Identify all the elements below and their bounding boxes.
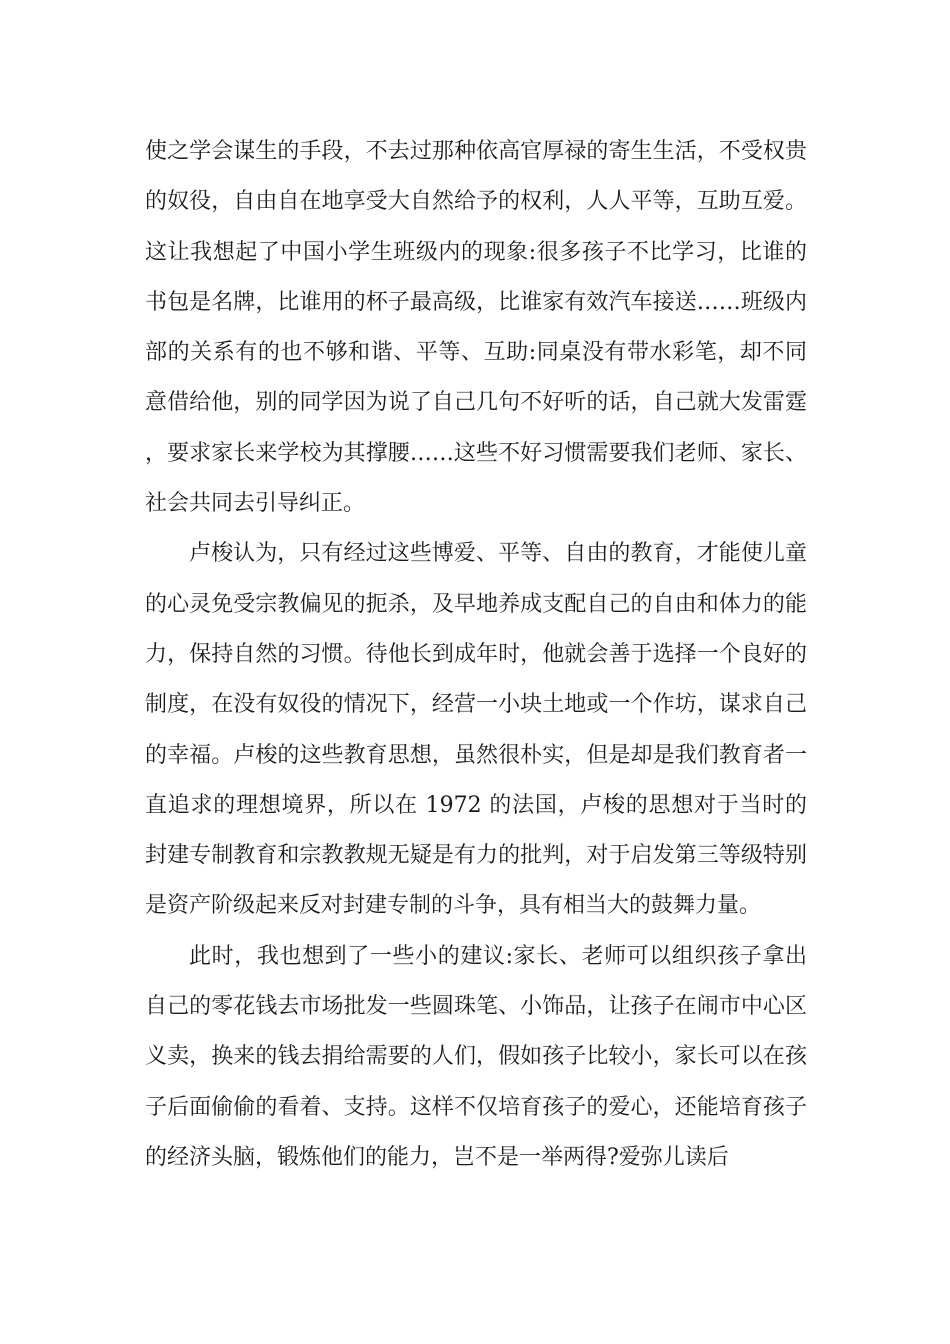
paragraph-3: 此时，我也想到了一些小的建议:家长、老师可以组织孩子拿出自己的零花钱去市场批发一些圆珠笔、小饰品，让孩子在闹市中心区义卖，换来的钱去捐给需要的人们，假如孩子比较小，家长可以在孩子后面偷偷的看着、支持。这样不仅培育孩子的爱心，还能培育孩子的经济头脑，锻炼他们的能力，岂不是一举两得?爱弥儿读后 [145, 943, 807, 1170]
document-body [145, 127, 807, 1183]
paragraph-1: 使之学会谋生的手段，不去过那种依高官厚禄的寄生生活，不受权贵的奴役，自由自在地享受大自然给予的权利，人人平等，互助互爱。这让我想起了中国小学生班级内的现象:很多孩子不比学习，比谁的书包是名牌，比谁用的杯子最高级，比谁家有效汽车接送……班级内部的关系有的也不够和谐、平等、互助:同桌没有带水彩笔，却不同意借给他，别的同学因为说了自己几句不好听的话，自己就大发雷霆，要求家长来学校为其撑腰……这些不好习惯需要我们老师、家长、社会共同去引导纠正。 [145, 139, 807, 517]
paragraph-2: 卢梭认为，只有经过这些博爱、平等、自由的教育，才能使儿童的心灵免受宗教偏见的扼杀，及早地养成支配自己的自由和体力的能力，保持自然的习惯。待他长到成年时，他就会善于选择一个良好的制度，在没有奴役的情况下，经营一小块土地或一个作坊，谋求自己的幸福。卢梭的这些教育思想，虽然很朴实，但是却是我们教育者一直追求的理想境界，所以在 1972 的法国，卢梭的思想对于当时的封建专制教育和宗教教规无疑是有力的批判，对于启发第三等级特别是资产阶级起来反对封建专制的斗争，具有相当大的鼓舞力量。 [145, 541, 807, 919]
